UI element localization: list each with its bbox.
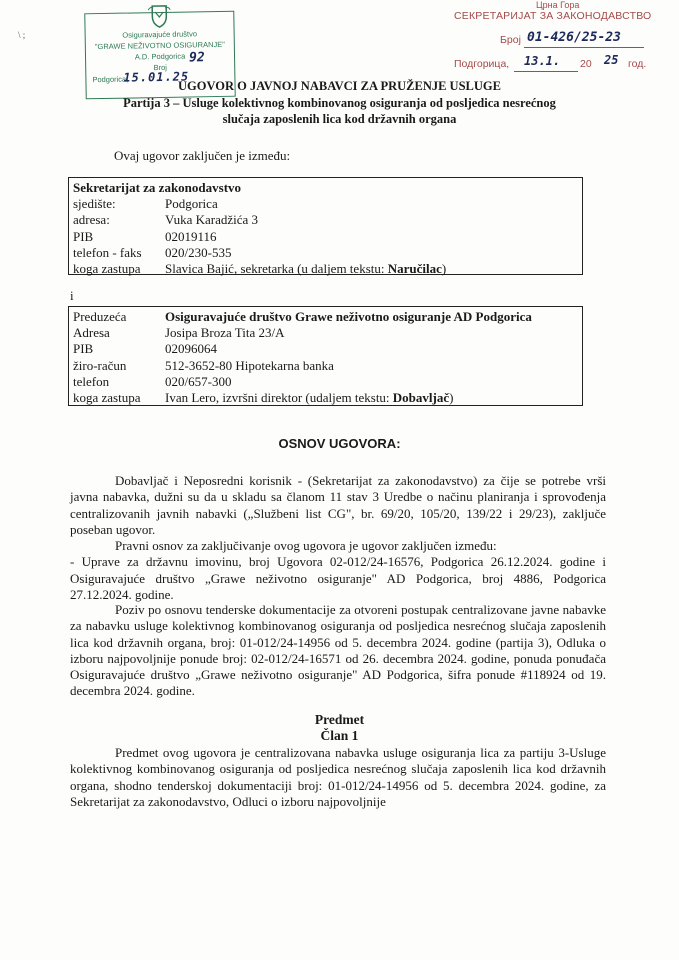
section-heading-basis: OSNOV UGOVORA:	[278, 436, 401, 451]
party-1-row	[73, 245, 578, 261]
party-2-label: Preduzeća	[73, 309, 127, 324]
party-2-value: Josipa Broza Tita 23/A	[165, 325, 285, 341]
registry-stamp	[452, 0, 662, 84]
party-1-value: Vuka Karadžića 3	[165, 212, 259, 228]
party-2-value: 512-3652-80 Hipotekarna banka	[165, 357, 334, 373]
party-1-value: 02019116	[165, 228, 217, 244]
registry-number-label: Број	[500, 34, 521, 46]
article-heading: Član 1	[320, 728, 359, 743]
party-2-label: žiro-račun	[73, 357, 127, 373]
party-2-row	[73, 374, 578, 390]
contract-subtitle-2: slučaja zaposlenih lica kod državnih organa	[222, 112, 457, 126]
registry-date-line	[514, 71, 578, 72]
registry-number-line	[524, 47, 644, 48]
party-1-row	[73, 212, 578, 228]
paragraph-obligation	[70, 473, 606, 538]
margin-marks: \ ;	[18, 30, 26, 40]
party-2-label: telefon	[73, 373, 110, 389]
party-2-box	[68, 306, 583, 406]
paragraph-text: Predmet ovog ugovora je centralizovana nabavka usluge osiguranja lica za partiju 3-Usluge kolektivnog kombinovanog osiguranja od posljedica nesrećnog slučaja zaposlenih lica kod državnih organa, shodno tenderskoj dokumentaciji broj: 01-012/24-14956 od 5. decembra 2024. godine, za Sekretarijat za zakonodavstvo, Odluci o izboru najpovoljnije	[70, 745, 606, 809]
party-1-row	[73, 196, 578, 212]
party-1-value: Podgorica	[165, 196, 218, 212]
paragraph-text: Pravni osnov za zaključivanje ovog ugovora je ugovor zaključen između:	[115, 538, 497, 553]
stamp-line-4: Broj	[153, 62, 167, 73]
party-1-role: Naručilac	[387, 261, 442, 277]
registry-title: СЕКРЕТАРИЈАТ ЗА ЗАКОНОДАВСТВО	[454, 10, 652, 22]
registry-country: Црна Гора	[536, 0, 580, 10]
party-1-value: 020/230-535	[165, 244, 232, 260]
party-2-label: koga zastupa	[73, 390, 141, 406]
party-1-label: telefon - faks	[73, 244, 142, 260]
party-1-label: PIB	[73, 228, 94, 244]
party-2-row	[73, 358, 578, 374]
party-2-row	[73, 325, 578, 341]
paragraph-text: - Uprave za državnu imovinu, broj Ugovora 02-012/24-16576, Podgorica 26.12.2024. godine i Osiguravajuće društvo „Grawe neživotno osiguranje" AD Podgorica, broj 4886, Podgorica 27.12.2024. godine.	[70, 554, 606, 602]
registry-year-suffix: год.	[628, 58, 647, 70]
contract-subtitle-1: Partija 3 – Usluge kolektivnog kombinovanog osiguranja od posljedica nesrećnog	[123, 96, 556, 110]
party-1-representative: Slavica Bajić, sekretarka (u daljem tekstu:	[165, 261, 388, 277]
registry-place: Подгорица,	[454, 58, 510, 70]
contract-title: UGOVOR O JAVNOJ NABAVCI ZA PRUŽENJE USLUGE	[178, 79, 501, 93]
paragraph-article-1	[70, 745, 606, 810]
stamp-handwritten-number: 92	[188, 50, 205, 66]
party-2-label: PIB	[73, 341, 94, 357]
party-1-close: )	[441, 261, 447, 277]
registry-year-prefix: 20	[580, 58, 592, 70]
stamp-line-5: Podgorica,	[92, 74, 129, 85]
party-1-label: koga zastupa	[73, 261, 141, 277]
paragraph-legal-basis	[70, 538, 606, 603]
party-1-row	[73, 229, 578, 245]
stamp-line-1: Osiguravajuće društvo	[122, 29, 198, 40]
party-2-value: 02096064	[165, 341, 217, 357]
party-2-value: 020/657-300	[165, 373, 232, 389]
section-heading-subject: Predmet	[314, 712, 365, 727]
party-1-name: Sekretarijat za zakonodavstvo	[73, 180, 242, 195]
party-1-box	[68, 177, 583, 275]
paragraph-tender	[70, 602, 606, 700]
paragraph-text: Poziv po osnovu tenderske dokumentacije za otvoreni postupak centralizovane javne nabavke za nabavku usluge kolektivnog kombinovanog osiguranja od posljedica nesrećnog slučaja zaposlenih lica kod državnih organa, broj: 01-012/24-14956 od 5. decembra 2024. godine (partija 3), Odluka o izboru najpovoljnije ponude broj: 02-012/24-16571 od 26. decembra 2024. godine, ponuda ponuđača Osiguravajuće društvo „Grawe neživotno osiguranje" AD Podgorica, šifra ponude #118924 od 19. decembra 2024. godine.	[70, 602, 606, 699]
party-1-representative-row	[73, 261, 578, 277]
stamp-line-2: "GRAWE NEŽIVOTNO OSIGURANJE"	[94, 39, 225, 52]
stamp-handwritten-date: 15.01.25	[123, 69, 190, 85]
party-1-label: adresa:	[73, 212, 110, 228]
registry-year: 25	[604, 53, 619, 67]
party-2-representative-row	[73, 390, 578, 406]
party-separator: i	[70, 288, 74, 303]
stamp-line-3: A.D. Podgorica	[134, 51, 186, 62]
party-2-close: )	[449, 390, 454, 406]
party-2-role: Dobavljač	[392, 390, 450, 406]
party-2-row	[73, 341, 578, 357]
registry-date: 13.1.	[524, 54, 561, 68]
party-2-representative: Ivan Lero, izvršni direktor (udaljem tekstu:	[165, 390, 393, 406]
party-2-label: Adresa	[73, 325, 110, 341]
crest-icon	[144, 4, 174, 29]
party-1-label: sjedište:	[73, 196, 116, 212]
party-2-name: Osiguravajuće društvo Grawe neživotno osiguranje AD Podgorica	[165, 309, 532, 324]
intro-text: Ovaj ugovor zaključen je između:	[114, 148, 291, 163]
registry-number: 01-426/25-23	[527, 30, 621, 45]
paragraph-text: Dobavljač i Neposredni korisnik - (Sekretarijat za zakonodavstvo) za čije se potrebe vrši javna nabavka, dužni su da u skladu sa članom 11 stav 3 Uredbe o načinu planiranja i sprovođenja centralizovanih javnih nabavki („Službeni list CG", br. 69/20, 105/20, 139/22 i 29/23), zaključe poseban ugovor.	[70, 473, 606, 537]
